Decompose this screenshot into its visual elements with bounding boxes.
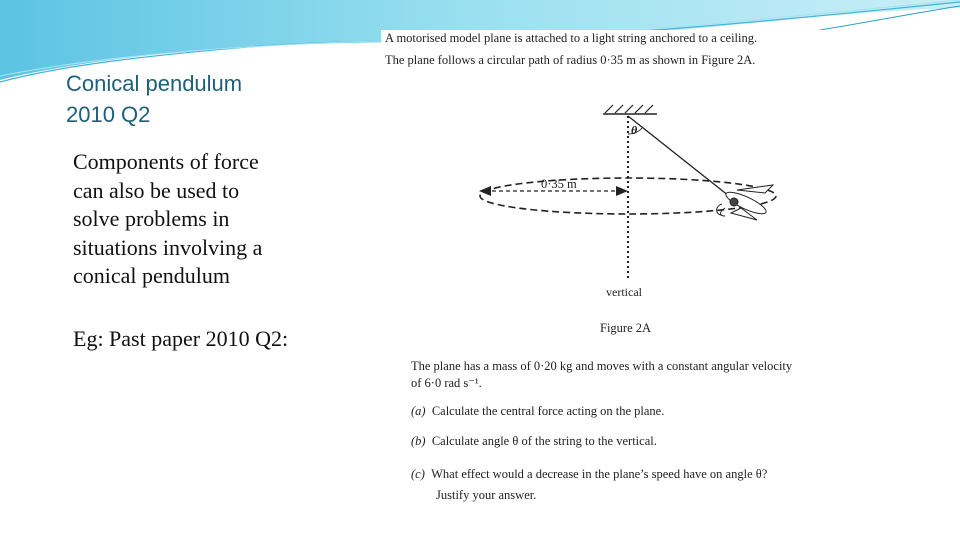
part-c-text: What effect would a decrease in the plane’s speed have on angle θ? xyxy=(431,467,768,481)
vertical-label: vertical xyxy=(606,285,642,299)
question-part-a xyxy=(411,404,664,419)
part-b-label: (b) xyxy=(411,434,426,448)
body-line: situations involving a xyxy=(73,234,263,260)
question-part-b xyxy=(411,434,657,449)
part-a-text: Calculate the central force acting on the plane. xyxy=(431,404,665,418)
question-intro-line-1: A motorised model plane is attached to a light string anchored to a ceiling. xyxy=(385,31,758,45)
question-intro-line-2: The plane follows a circular path of radius 0·35 m as shown in Figure 2A. xyxy=(385,53,756,67)
slide-title-line-1: Conical pendulum xyxy=(66,71,243,96)
question-mass-line-1: The plane has a mass of 0·20 kg and moves with a constant angular velocity xyxy=(411,359,793,373)
body-line: can also be used to xyxy=(73,177,240,203)
radius-label: 0·35 m xyxy=(541,177,577,191)
slide-title xyxy=(66,68,366,130)
radius-arrowhead-right-icon xyxy=(616,186,628,196)
slide-title-line-2: 2010 Q2 xyxy=(66,102,151,127)
slide-body-text xyxy=(73,148,373,353)
body-line: Components of force xyxy=(73,149,259,174)
past-paper-question-image xyxy=(381,30,873,508)
part-c-label: (c) xyxy=(411,467,425,481)
body-line: solve problems in xyxy=(73,206,230,231)
question-part-c xyxy=(411,467,767,482)
part-a-label: (a) xyxy=(411,404,426,418)
body-line: conical pendulum xyxy=(73,263,231,288)
part-b-text: Calculate angle θ of the string to the vertical. xyxy=(431,434,657,448)
question-justify: Justify your answer. xyxy=(436,488,537,502)
radius-arrowhead-left-icon xyxy=(479,186,491,196)
string-line xyxy=(628,116,734,200)
ceiling-hatching-icon xyxy=(605,105,653,113)
angle-theta-label: θ xyxy=(631,123,638,137)
figure-caption: Figure 2A xyxy=(600,321,652,335)
example-reference: Eg: Past paper 2010 Q2: xyxy=(73,325,289,351)
question-mass-line-2: of 6·0 rad s⁻¹. xyxy=(411,376,482,390)
